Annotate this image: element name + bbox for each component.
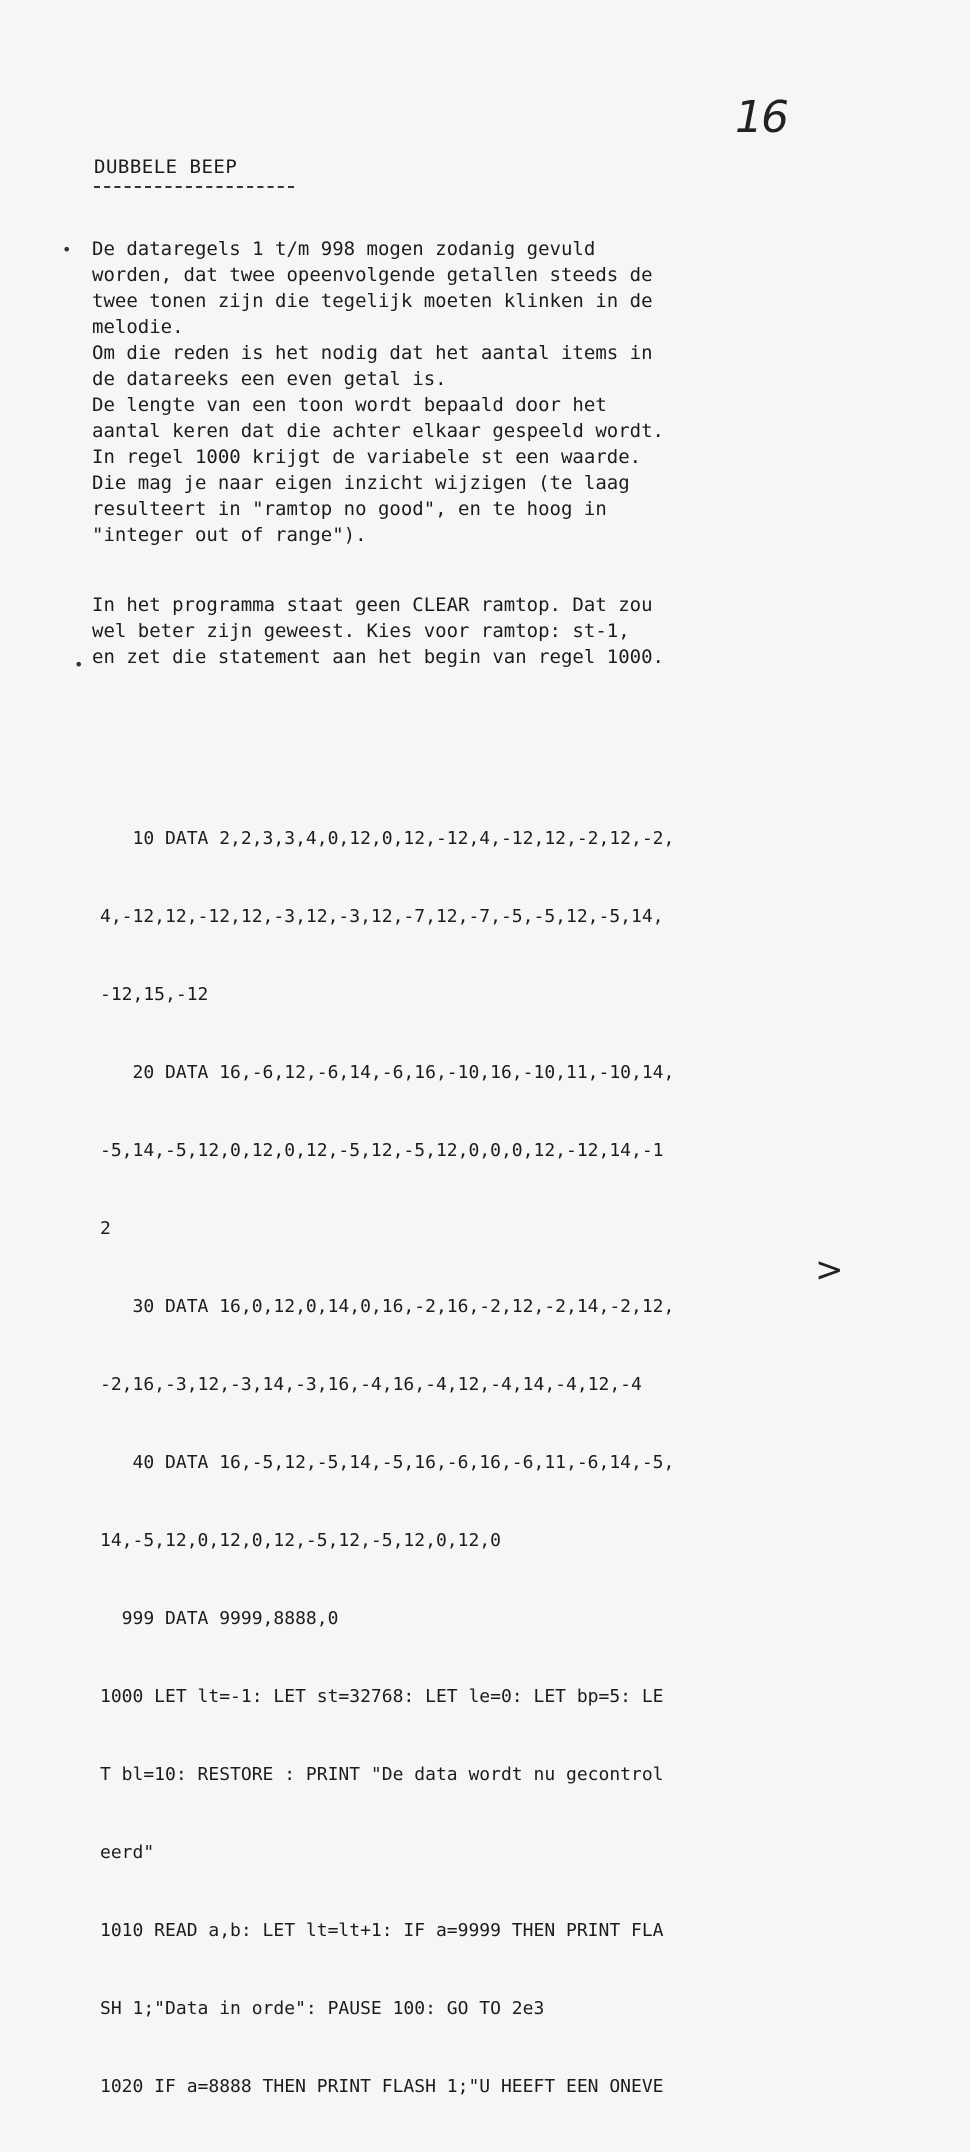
code-line: 10 DATA 2,2,3,3,4,0,12,0,12,-12,4,-12,12,-2,12,-2, [100,828,675,849]
code-line: -12,15,-12 [100,984,209,1005]
program-listing [100,774,674,2152]
margin-dot: • [62,240,72,259]
code-line: -2,16,-3,12,-3,14,-3,16,-4,16,-4,12,-4,14,-4,12,-4 [100,1374,642,1395]
code-line: 30 DATA 16,0,12,0,14,0,16,-2,16,-2,12,-2,14,-2,12, [100,1296,675,1317]
code-line: eerd" [100,1842,155,1863]
code-line: 999 DATA 9999,8888,0 [100,1608,339,1629]
page-title: DUBBELE BEEP [94,156,238,178]
code-line: 20 DATA 16,-6,12,-6,14,-6,16,-10,16,-10,11,-10,14, [100,1062,675,1083]
next-page-arrow-icon: > [815,1250,844,1290]
paragraph-ramtop-note: In het programma staat geen CLEAR ramtop. Dat zou wel beter zijn geweest. Kies voor ramtop: st-1, en zet die statement aan het begin van regel 1000. [92,594,664,668]
margin-dot: • [74,655,84,674]
code-line: 1010 READ a,b: LET lt=lt+1: IF a=9999 THEN PRINT FLA [100,1920,664,1941]
page-number: 16 [735,92,787,143]
code-line: 4,-12,12,-12,12,-3,12,-3,12,-7,12,-7,-5,-5,12,-5,14, [100,906,664,927]
code-line: 14,-5,12,0,12,0,12,-5,12,-5,12,0,12,0 [100,1530,501,1551]
code-line: 40 DATA 16,-5,12,-5,14,-5,16,-6,16,-6,11,-6,14,-5, [100,1452,675,1473]
code-line: T bl=10: RESTORE : PRINT "De data wordt nu gecontrol [100,1764,664,1785]
code-line: 2 [100,1218,111,1239]
code-line: 1020 IF a=8888 THEN PRINT FLASH 1;"U HEEFT EEN ONEVE [100,2076,664,2097]
title-underline [94,186,294,188]
code-line: -5,14,-5,12,0,12,0,12,-5,12,-5,12,0,0,0,12,-12,14,-1 [100,1140,664,1161]
code-line: 1000 LET lt=-1: LET st=32768: LET le=0: LET bp=5: LE [100,1686,664,1707]
paragraph-description: De dataregels 1 t/m 998 mogen zodanig gevuld worden, dat twee opeenvolgende getallen steeds de twee tonen zijn die tegelijk moeten klinken in de melodie. Om die reden is het nodig dat het aantal items in de datareeks een even getal is. De lengte van een toon wordt bepaald door het aantal keren dat die achter elkaar gespeeld wordt. In regel 1000 krijgt de variabele st een waarde. Die mag je naar eigen inzicht wijzigen (te laag resulteert in "ramtop no good", en te hoog in "integer out of range"). [92,238,664,546]
code-line: SH 1;"Data in orde": PAUSE 100: GO TO 2e3 [100,1998,545,2019]
